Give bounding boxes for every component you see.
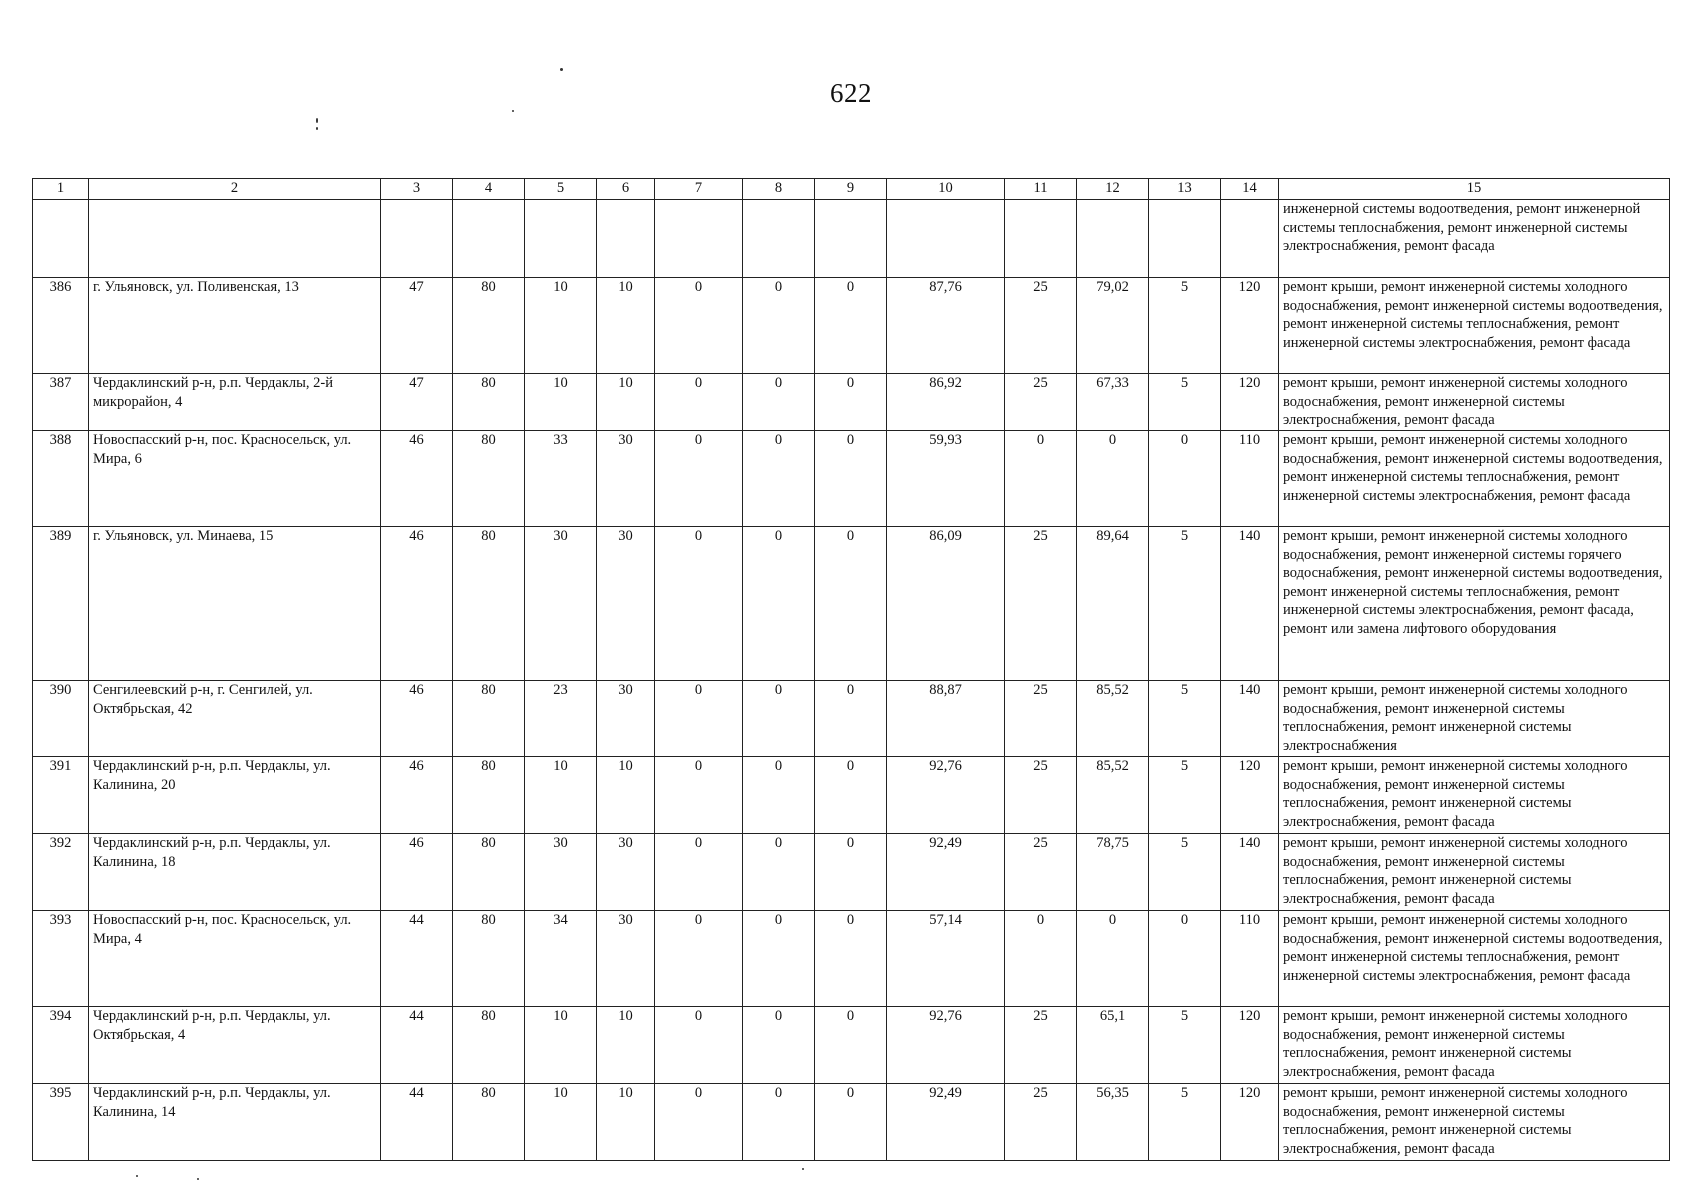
- value-cell-col-12: 56,35: [1077, 1084, 1149, 1161]
- address-cell: г. Ульяновск, ул. Минаева, 15: [89, 527, 381, 681]
- value-cell-col-14: 120: [1221, 278, 1279, 374]
- value-cell-col-10: 92,49: [887, 834, 1005, 911]
- cell-col-5: [525, 200, 597, 278]
- row-number: 386: [33, 278, 89, 374]
- value-cell-col-7: 0: [655, 278, 743, 374]
- value-cell-col-12: 0: [1077, 911, 1149, 1007]
- value-cell-col-6: 10: [597, 374, 655, 431]
- value-cell-col-11: 25: [1005, 757, 1077, 834]
- value-cell-col-14: 120: [1221, 1007, 1279, 1084]
- cell-col-3: [381, 200, 453, 278]
- row-number: 388: [33, 431, 89, 527]
- value-cell-col-14: 140: [1221, 527, 1279, 681]
- value-cell-col-3: 44: [381, 1084, 453, 1161]
- value-cell-col-11: 25: [1005, 1084, 1077, 1161]
- address-cell: Новоспасский р-н, пос. Красносельск, ул. Мира, 6: [89, 431, 381, 527]
- column-header-14: 14: [1221, 179, 1279, 200]
- cell-col-13: [1149, 200, 1221, 278]
- table-row: [33, 757, 1670, 834]
- row-number: 392: [33, 834, 89, 911]
- value-cell-col-3: 46: [381, 834, 453, 911]
- value-cell-col-12: 85,52: [1077, 681, 1149, 757]
- value-cell-col-6: 30: [597, 834, 655, 911]
- address-cell: Новоспасский р-н, пос. Красносельск, ул. Мира, 4: [89, 911, 381, 1007]
- value-cell-col-5: 30: [525, 834, 597, 911]
- row-number: 395: [33, 1084, 89, 1161]
- column-header-10: 10: [887, 179, 1005, 200]
- value-cell-col-8: 0: [743, 1084, 815, 1161]
- value-cell-col-3: 44: [381, 911, 453, 1007]
- cell-col-10: [887, 200, 1005, 278]
- value-cell-col-9: 0: [815, 1084, 887, 1161]
- value-cell-col-7: 0: [655, 527, 743, 681]
- row-number: 387: [33, 374, 89, 431]
- value-cell-col-6: 30: [597, 527, 655, 681]
- value-cell-col-10: 87,76: [887, 278, 1005, 374]
- value-cell-col-11: 25: [1005, 834, 1077, 911]
- address-cell: г. Ульяновск, ул. Поливенская, 13: [89, 278, 381, 374]
- value-cell-col-10: 59,93: [887, 431, 1005, 527]
- value-cell-col-7: 0: [655, 1007, 743, 1084]
- value-cell-col-4: 80: [453, 834, 525, 911]
- value-cell-col-13: 5: [1149, 834, 1221, 911]
- column-header-5: 5: [525, 179, 597, 200]
- works-list-cell: ремонт крыши, ремонт инженерной системы холодного водоснабжения, ремонт инженерной системы теплоснабжения, ремонт инженерной системы электроснабжения, ремонт фасада: [1279, 1007, 1670, 1084]
- table-row: [33, 834, 1670, 911]
- address-cell: Чердаклинский р-н, р.п. Чердаклы, 2-й микрорайон, 4: [89, 374, 381, 431]
- value-cell-col-4: 80: [453, 527, 525, 681]
- cell-col-8: [743, 200, 815, 278]
- value-cell-col-7: 0: [655, 431, 743, 527]
- value-cell-col-5: 30: [525, 527, 597, 681]
- cell-col-4: [453, 200, 525, 278]
- value-cell-col-10: 86,09: [887, 527, 1005, 681]
- value-cell-col-11: 0: [1005, 431, 1077, 527]
- cell-col-14: [1221, 200, 1279, 278]
- scan-speck: [316, 127, 318, 130]
- cell-col-6: [597, 200, 655, 278]
- value-cell-col-7: 0: [655, 374, 743, 431]
- value-cell-col-3: 46: [381, 757, 453, 834]
- table-row: [33, 527, 1670, 681]
- table-row: [33, 431, 1670, 527]
- row-number: 391: [33, 757, 89, 834]
- cell-col-11: [1005, 200, 1077, 278]
- value-cell-col-4: 80: [453, 1084, 525, 1161]
- value-cell-col-6: 10: [597, 1007, 655, 1084]
- value-cell-col-4: 80: [453, 278, 525, 374]
- value-cell-col-11: 25: [1005, 681, 1077, 757]
- value-cell-col-7: 0: [655, 681, 743, 757]
- value-cell-col-14: 140: [1221, 834, 1279, 911]
- value-cell-col-5: 10: [525, 278, 597, 374]
- cell-col-1: [33, 200, 89, 278]
- value-cell-col-9: 0: [815, 374, 887, 431]
- value-cell-col-8: 0: [743, 431, 815, 527]
- value-cell-col-7: 0: [655, 834, 743, 911]
- value-cell-col-12: 65,1: [1077, 1007, 1149, 1084]
- scan-speck: [802, 1168, 804, 1170]
- works-list-cell: инженерной системы водоотведения, ремонт инженерной системы теплоснабжения, ремонт инженерной системы электроснабжения, ремонт фасада: [1279, 200, 1670, 278]
- column-header-11: 11: [1005, 179, 1077, 200]
- value-cell-col-13: 5: [1149, 278, 1221, 374]
- value-cell-col-10: 92,76: [887, 1007, 1005, 1084]
- column-header-12: 12: [1077, 179, 1149, 200]
- value-cell-col-13: 5: [1149, 1084, 1221, 1161]
- address-cell: Чердаклинский р-н, р.п. Чердаклы, ул. Калинина, 18: [89, 834, 381, 911]
- value-cell-col-12: 78,75: [1077, 834, 1149, 911]
- value-cell-col-9: 0: [815, 757, 887, 834]
- column-header-4: 4: [453, 179, 525, 200]
- row-number: 389: [33, 527, 89, 681]
- value-cell-col-12: 85,52: [1077, 757, 1149, 834]
- value-cell-col-13: 5: [1149, 1007, 1221, 1084]
- column-header-1: 1: [33, 179, 89, 200]
- value-cell-col-13: 5: [1149, 681, 1221, 757]
- value-cell-col-10: 88,87: [887, 681, 1005, 757]
- value-cell-col-5: 10: [525, 374, 597, 431]
- repair-register-table: [32, 178, 1670, 1161]
- cell-col-12: [1077, 200, 1149, 278]
- value-cell-col-9: 0: [815, 278, 887, 374]
- value-cell-col-8: 0: [743, 911, 815, 1007]
- header-row: [33, 179, 1670, 200]
- row-number: 390: [33, 681, 89, 757]
- value-cell-col-4: 80: [453, 374, 525, 431]
- row-number: 394: [33, 1007, 89, 1084]
- address-cell: Сенгилеевский р-н, г. Сенгилей, ул. Октябрьская, 42: [89, 681, 381, 757]
- address-cell: Чердаклинский р-н, р.п. Чердаклы, ул. Калинина, 20: [89, 757, 381, 834]
- works-list-cell: ремонт крыши, ремонт инженерной системы холодного водоснабжения, ремонт инженерной системы водоотведения, ремонт инженерной системы теплоснабжения, ремонт инженерной системы электроснабжения, ремонт фасада: [1279, 278, 1670, 374]
- value-cell-col-7: 0: [655, 911, 743, 1007]
- value-cell-col-11: 25: [1005, 374, 1077, 431]
- value-cell-col-5: 34: [525, 911, 597, 1007]
- value-cell-col-9: 0: [815, 1007, 887, 1084]
- value-cell-col-10: 86,92: [887, 374, 1005, 431]
- column-header-9: 9: [815, 179, 887, 200]
- value-cell-col-12: 0: [1077, 431, 1149, 527]
- value-cell-col-11: 25: [1005, 527, 1077, 681]
- scan-speck: [197, 1178, 199, 1180]
- value-cell-col-3: 46: [381, 527, 453, 681]
- table-row: [33, 278, 1670, 374]
- value-cell-col-14: 120: [1221, 757, 1279, 834]
- works-list-cell: ремонт крыши, ремонт инженерной системы холодного водоснабжения, ремонт инженерной системы теплоснабжения, ремонт инженерной системы электроснабжения, ремонт фасада: [1279, 834, 1670, 911]
- scan-speck: [512, 110, 514, 112]
- value-cell-col-4: 80: [453, 1007, 525, 1084]
- value-cell-col-10: 92,76: [887, 757, 1005, 834]
- value-cell-col-14: 140: [1221, 681, 1279, 757]
- value-cell-col-4: 80: [453, 757, 525, 834]
- works-list-cell: ремонт крыши, ремонт инженерной системы холодного водоснабжения, ремонт инженерной системы теплоснабжения, ремонт инженерной системы электроснабжения, ремонт фасада: [1279, 757, 1670, 834]
- value-cell-col-5: 33: [525, 431, 597, 527]
- works-list-cell: ремонт крыши, ремонт инженерной системы холодного водоснабжения, ремонт инженерной системы водоотведения, ремонт инженерной системы теплоснабжения, ремонт инженерной системы электроснабжения, ремонт фасада: [1279, 911, 1670, 1007]
- value-cell-col-6: 30: [597, 681, 655, 757]
- column-header-7: 7: [655, 179, 743, 200]
- value-cell-col-9: 0: [815, 834, 887, 911]
- value-cell-col-8: 0: [743, 374, 815, 431]
- value-cell-col-8: 0: [743, 278, 815, 374]
- table-row: [33, 1007, 1670, 1084]
- column-header-8: 8: [743, 179, 815, 200]
- continuation-row: [33, 200, 1670, 278]
- value-cell-col-12: 89,64: [1077, 527, 1149, 681]
- value-cell-col-6: 30: [597, 431, 655, 527]
- value-cell-col-12: 79,02: [1077, 278, 1149, 374]
- works-list-cell: ремонт крыши, ремонт инженерной системы холодного водоснабжения, ремонт инженерной системы теплоснабжения, ремонт инженерной системы электроснабжения: [1279, 681, 1670, 757]
- value-cell-col-3: 44: [381, 1007, 453, 1084]
- value-cell-col-6: 10: [597, 278, 655, 374]
- value-cell-col-9: 0: [815, 431, 887, 527]
- column-header-13: 13: [1149, 179, 1221, 200]
- value-cell-col-5: 10: [525, 1007, 597, 1084]
- value-cell-col-7: 0: [655, 1084, 743, 1161]
- value-cell-col-9: 0: [815, 527, 887, 681]
- cell-col-9: [815, 200, 887, 278]
- row-number: 393: [33, 911, 89, 1007]
- value-cell-col-4: 80: [453, 911, 525, 1007]
- value-cell-col-3: 46: [381, 681, 453, 757]
- value-cell-col-14: 110: [1221, 431, 1279, 527]
- value-cell-col-14: 110: [1221, 911, 1279, 1007]
- value-cell-col-4: 80: [453, 431, 525, 527]
- table-row: [33, 374, 1670, 431]
- value-cell-col-3: 46: [381, 431, 453, 527]
- value-cell-col-9: 0: [815, 681, 887, 757]
- column-header-2: 2: [89, 179, 381, 200]
- table-row: [33, 681, 1670, 757]
- works-list-cell: ремонт крыши, ремонт инженерной системы холодного водоснабжения, ремонт инженерной системы электроснабжения, ремонт фасада: [1279, 374, 1670, 431]
- value-cell-col-11: 25: [1005, 1007, 1077, 1084]
- value-cell-col-14: 120: [1221, 1084, 1279, 1161]
- scan-speck: [560, 68, 563, 71]
- address-cell: Чердаклинский р-н, р.п. Чердаклы, ул. Калинина, 14: [89, 1084, 381, 1161]
- value-cell-col-10: 57,14: [887, 911, 1005, 1007]
- cell-col-7: [655, 200, 743, 278]
- value-cell-col-5: 10: [525, 757, 597, 834]
- value-cell-col-10: 92,49: [887, 1084, 1005, 1161]
- value-cell-col-4: 80: [453, 681, 525, 757]
- value-cell-col-13: 0: [1149, 431, 1221, 527]
- value-cell-col-13: 5: [1149, 757, 1221, 834]
- value-cell-col-7: 0: [655, 757, 743, 834]
- value-cell-col-3: 47: [381, 374, 453, 431]
- column-header-6: 6: [597, 179, 655, 200]
- works-list-cell: ремонт крыши, ремонт инженерной системы холодного водоснабжения, ремонт инженерной системы водоотведения, ремонт инженерной системы теплоснабжения, ремонт инженерной системы электроснабжения, ремонт фасада: [1279, 431, 1670, 527]
- cell-col-2: [89, 200, 381, 278]
- value-cell-col-11: 25: [1005, 278, 1077, 374]
- works-list-cell: ремонт крыши, ремонт инженерной системы холодного водоснабжения, ремонт инженерной системы теплоснабжения, ремонт инженерной системы электроснабжения, ремонт фасада: [1279, 1084, 1670, 1161]
- value-cell-col-6: 30: [597, 911, 655, 1007]
- value-cell-col-8: 0: [743, 527, 815, 681]
- value-cell-col-8: 0: [743, 834, 815, 911]
- works-list-cell: ремонт крыши, ремонт инженерной системы холодного водоснабжения, ремонт инженерной системы горячего водоснабжения, ремонт инженерной системы водоотведения, ремонт инженерной системы теплоснабжения, ремонт инженерной системы электроснабжения, ремонт фасада, ремонт или замена лифтового оборудования: [1279, 527, 1670, 681]
- value-cell-col-13: 0: [1149, 911, 1221, 1007]
- column-header-15: 15: [1279, 179, 1670, 200]
- value-cell-col-5: 10: [525, 1084, 597, 1161]
- value-cell-col-12: 67,33: [1077, 374, 1149, 431]
- value-cell-col-13: 5: [1149, 374, 1221, 431]
- value-cell-col-8: 0: [743, 757, 815, 834]
- column-header-3: 3: [381, 179, 453, 200]
- table-row: [33, 911, 1670, 1007]
- value-cell-col-9: 0: [815, 911, 887, 1007]
- value-cell-col-8: 0: [743, 681, 815, 757]
- scan-speck: [316, 118, 318, 123]
- address-cell: Чердаклинский р-н, р.п. Чердаклы, ул. Октябрьская, 4: [89, 1007, 381, 1084]
- value-cell-col-11: 0: [1005, 911, 1077, 1007]
- value-cell-col-8: 0: [743, 1007, 815, 1084]
- table-row: [33, 1084, 1670, 1161]
- value-cell-col-6: 10: [597, 1084, 655, 1161]
- value-cell-col-3: 47: [381, 278, 453, 374]
- value-cell-col-13: 5: [1149, 527, 1221, 681]
- value-cell-col-6: 10: [597, 757, 655, 834]
- value-cell-col-5: 23: [525, 681, 597, 757]
- scan-speck: [136, 1175, 138, 1177]
- value-cell-col-14: 120: [1221, 374, 1279, 431]
- page-number: 622: [830, 78, 872, 108]
